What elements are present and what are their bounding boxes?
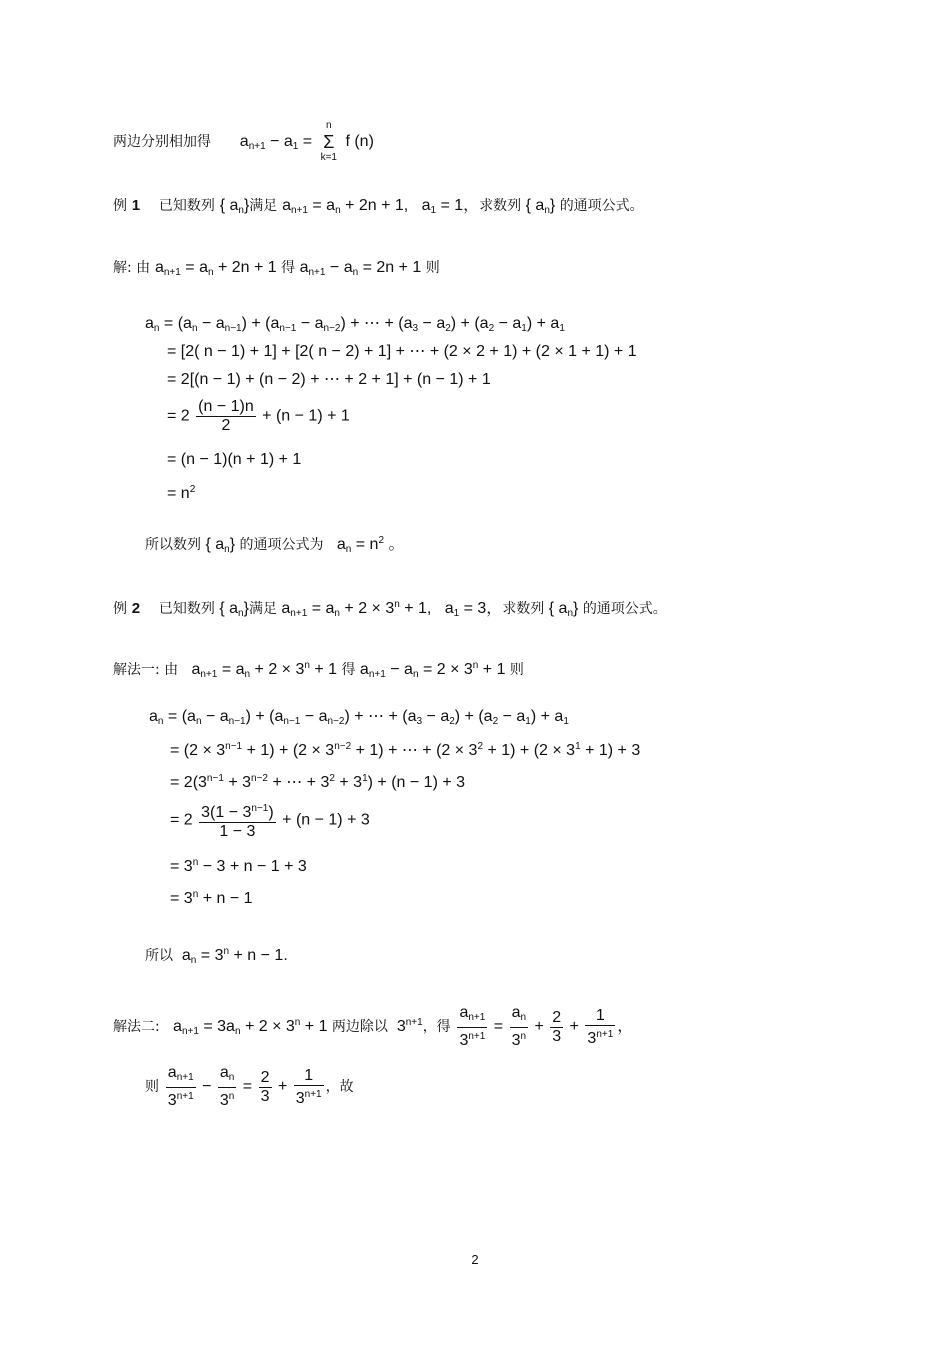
ex1-concl-prefix: 所以数列 bbox=[145, 537, 201, 553]
ex1-given: $a_{n+1} = a_n + 2n + 1$ bbox=[154, 259, 282, 278]
ex1-concl-mid: 的通项公式为 bbox=[239, 537, 324, 553]
ex2-sol2-fraction-eq: $\frac{a_{n+1}}{3^{n+1}}$ = $\frac{a_n}{3^n}$ + $\frac{2}{3}$ + $\frac{1}{3^{n+1}}$ ， bbox=[459, 1004, 634, 1049]
ex2-sol2-divisor: $3^{n+1}$ bbox=[387, 1017, 423, 1036]
ex1-concl-set: { $a_n$} bbox=[201, 536, 240, 555]
ex2-given: $a_{n+1} = a_n + 2 \times 3^n + 1$ bbox=[178, 660, 342, 680]
ex2-recurrence: $a_{n+1} = a_n + 2 \times 3^n + 1$, $a_1 = 3$， bbox=[276, 599, 503, 619]
ex2-sol2-de: ，得 bbox=[422, 1019, 451, 1036]
ex2-de: 得 bbox=[341, 662, 356, 678]
ex2-sol2-ze: 则 bbox=[145, 1079, 159, 1096]
ex2-step3: = $2(3^{n-1} + 3^{n-2}$ + ⋯ + $3^2 + 3^1) + (n - 1) + 3$ bbox=[170, 773, 466, 791]
ex2-concl-formula: $a_n = 3^n + n - 1$. bbox=[173, 946, 288, 966]
sum-formula: $a_{n+1} - a_1$ = n Σ k=1 f (n) bbox=[239, 120, 374, 163]
ex1-sol-label: 解: 由 bbox=[113, 260, 151, 276]
ex1-step2: = [2( n − 1) + 1] + [2( n − 2) + 1] + ⋯ + (2 × 2 + 1) + (2 × 1 + 1) + 1 bbox=[167, 343, 637, 360]
ex1-step1: $a_n = (a_n - a_{n-1}) + (a_{n-1} - a_{n-2})$ + ⋯ + $(a_3 - a_2) + (a_2 - a_1) + a_1$ bbox=[145, 315, 565, 334]
ex1-step6: = $n^2$ bbox=[167, 484, 196, 502]
ex1-set: { $a_n$} bbox=[219, 197, 250, 216]
ex1-step3: = 2[(n − 1) + (n − 2) + ⋯ + 2 + 1] + (n − 1) + 1 bbox=[167, 371, 491, 388]
intro-line bbox=[113, 120, 374, 164]
ex2-conclusion1 bbox=[145, 942, 288, 971]
ex2-sol2-mid: 两边除以 bbox=[331, 1019, 388, 1036]
ex2-step6: = $3^n + n - 1$ bbox=[170, 889, 253, 907]
ex2-number: 2 bbox=[131, 600, 141, 617]
ex1-set2: { $a_n$} bbox=[521, 197, 560, 216]
ex2-sol2-next bbox=[145, 1064, 354, 1110]
ex2-statement bbox=[113, 595, 667, 624]
ex2-sol2-diff-eq: $\frac{a_{n+1}}{3^{n+1}}$ − $\frac{a_n}{3^n}$ = $\frac{2}{3}$ + $\frac{1}{3^{n+1}}$ bbox=[167, 1064, 322, 1109]
ex2-step2: = $(2 \times 3^{n-1} + 1) + (2 \times 3^{n-2} + 1)$ + ⋯ + $(2 \times 3^2 + 1) + (2 \times 3^1 + 1) + 3$ bbox=[170, 741, 641, 759]
ex2-sol2-start bbox=[113, 1004, 633, 1050]
ex2-step4: = 2 $\frac{3(1 - 3^{n-1})}{1 - 3}$ + (n − 1) + 3 bbox=[170, 800, 370, 841]
ex1-solution-start bbox=[113, 257, 440, 283]
ex2-sol1-label: 解法一: 由 bbox=[113, 662, 179, 678]
ex1-conclusion bbox=[145, 531, 404, 560]
ex1-concl-formula: $a_n = n^2$ 。 bbox=[323, 535, 405, 555]
ex2-label: 例 bbox=[113, 601, 127, 617]
page-number: 2 bbox=[471, 1252, 479, 1267]
ex2-sol2-gu: ，故 bbox=[325, 1079, 354, 1096]
ex2-text3: 求数列 bbox=[502, 601, 545, 617]
ex2-text1: 已知数列 bbox=[158, 601, 215, 617]
intro-label: 两边分别相加得 bbox=[113, 134, 211, 151]
ex2-sol1-start bbox=[113, 656, 524, 685]
ex1-step4: = 2 $\frac{(n - 1)n}{2}$ + (n − 1) + 1 bbox=[167, 398, 350, 434]
ex1-de: 得 bbox=[281, 260, 296, 276]
ex1-text2: 满足 bbox=[249, 198, 278, 214]
ex2-step1: $a_n = (a_n - a_{n-1}) + (a_{n-1} - a_{n-2})$ + ⋯ + $(a_3 - a_2) + (a_2 - a_1) + a_1$ bbox=[149, 708, 569, 727]
ex2-text2: 满足 bbox=[248, 601, 277, 617]
ex1-step5: = (n − 1)(n + 1) + 1 bbox=[167, 451, 302, 468]
ex2-sol2-recurrence: $a_{n+1} = 3a_n + 2 \times 3^n + 1$ bbox=[159, 1017, 332, 1038]
ex1-statement bbox=[113, 195, 644, 221]
ex2-ze: 则 bbox=[509, 662, 524, 678]
ex2-step5: = $3^n - 3 + n - 1 + 3$ bbox=[170, 857, 307, 875]
ex2-concl-label: 所以 bbox=[145, 948, 173, 964]
ex1-text1: 已知数列 bbox=[158, 198, 215, 214]
ex2-text4: 的通项公式。 bbox=[582, 601, 667, 617]
ex1-recurrence: $a_{n+1} = a_n + 2n + 1$, $a_1 = 1$， bbox=[282, 197, 480, 216]
ex2-set2: { $a_n$} bbox=[544, 600, 583, 619]
ex1-text4: 的通项公式。 bbox=[559, 198, 644, 214]
ex2-diff: $a_{n+1} - a_n = 2 \times 3^n + 1$ bbox=[355, 660, 510, 680]
ex1-label: 例 bbox=[113, 198, 127, 214]
ex1-text3: 求数列 bbox=[479, 198, 522, 214]
ex2-set: { $a_n$} bbox=[214, 600, 249, 619]
ex1-number: 1 bbox=[131, 197, 141, 214]
ex1-diff: $a_{n+1} - a_n = 2n + 1$ bbox=[295, 259, 426, 278]
ex2-sol2-label: 解法二: bbox=[113, 1019, 160, 1036]
ex1-ze: 则 bbox=[425, 260, 440, 276]
